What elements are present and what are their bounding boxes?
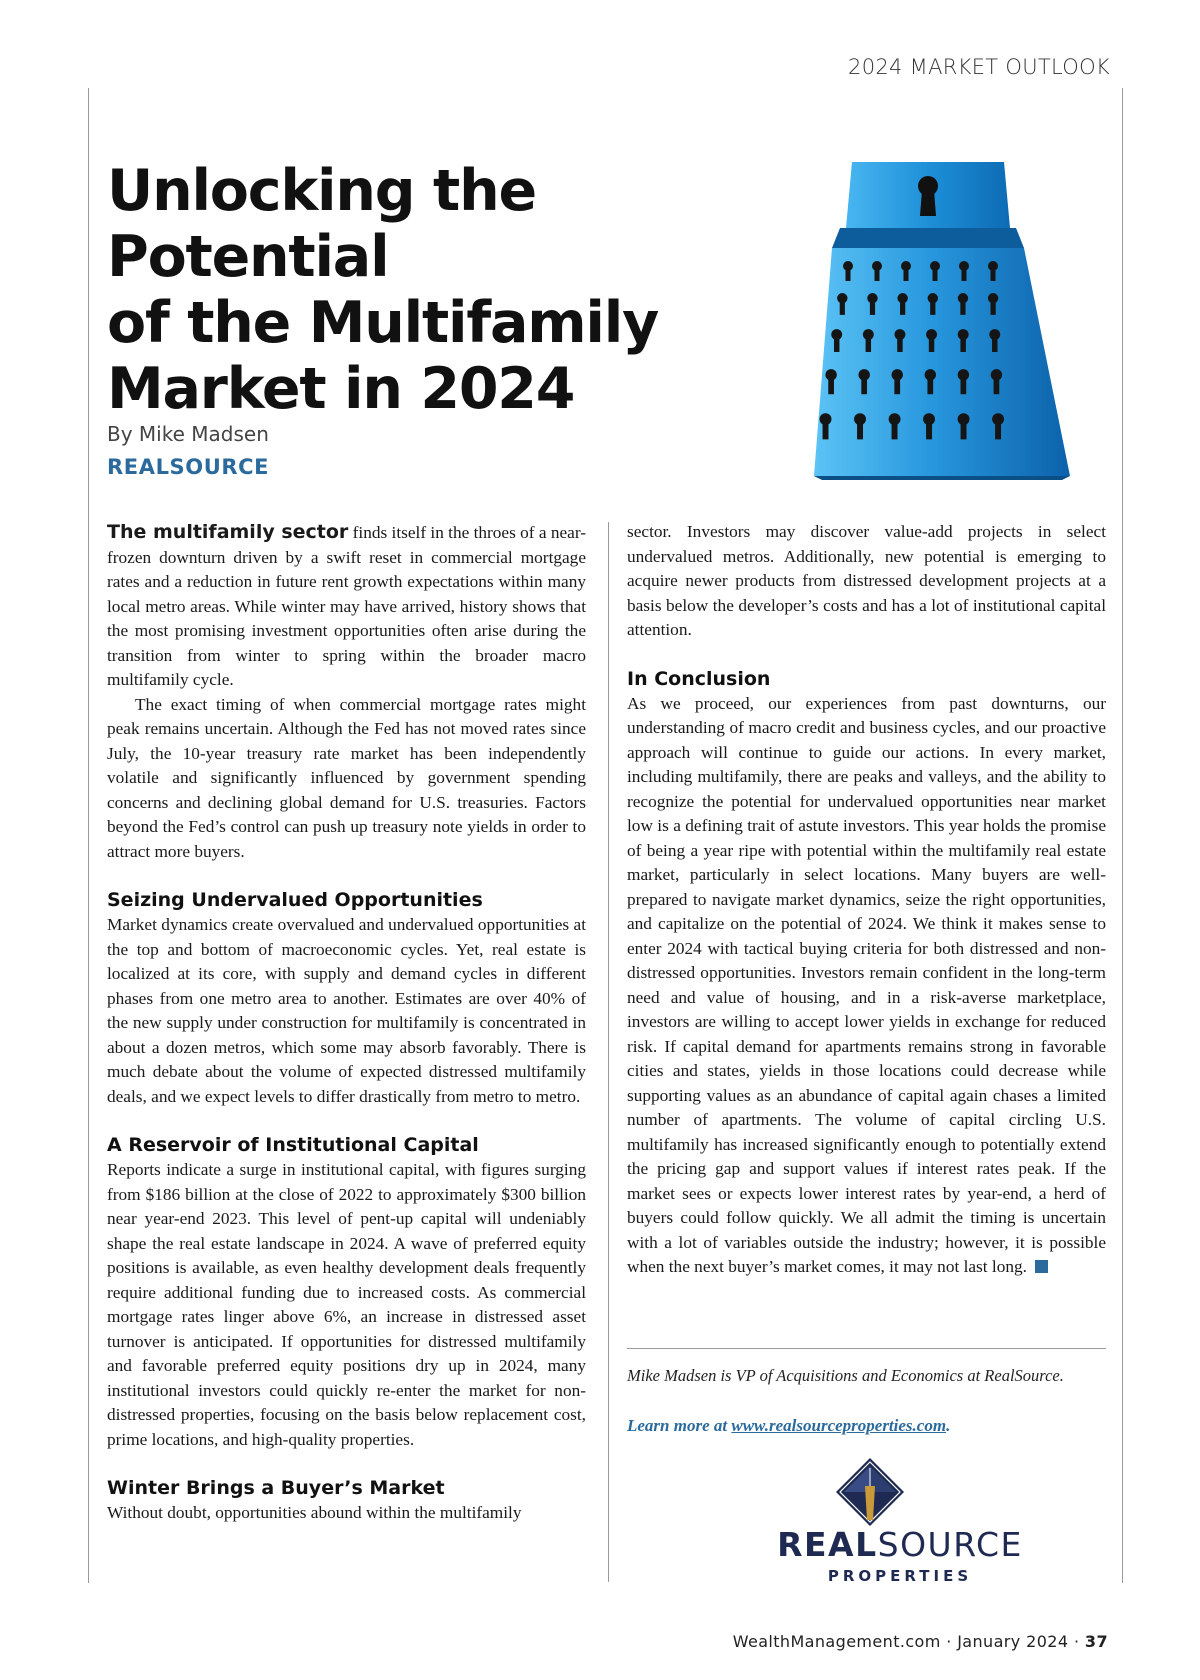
learn-more: [627, 1416, 950, 1436]
subhead-seizing: Seizing Undervalued Opportunities: [107, 889, 483, 911]
lead-in: The multifamily sector: [107, 521, 349, 543]
column-divider: [608, 522, 609, 1582]
website-link[interactable]: www.realsourceproperties.com: [731, 1416, 947, 1435]
logo-word-light: SOURCE: [877, 1525, 1023, 1564]
section-label: 2024 MARKET OUTLOOK: [848, 55, 1110, 79]
subhead-winter: Winter Brings a Buyer’s Market: [107, 1477, 445, 1499]
body-paragraph: Reports indicate a surge in institutional capital, with figures surging from $186 billion at the close of 2022 to approximately $300 billion near year-end 2023. This level of pent-up capital will undeniably shape the real estate landscape in 2024. A wave of preferred equity positions is available, as even healthy development deals frequently require additional funding due to increased costs. As commercial mortgage rates linger above 6%, an increase in distressed asset turnover is anticipated. If opportunities for distressed multifamily and favorable preferred equity positions dry up in 2024, many institutional investors could quickly re-enter the market for non-distressed properties, focusing on the basis below replacement cost, prime locations, and high-quality properties.: [107, 1160, 586, 1449]
keyhole-tower-illustration: [810, 158, 1080, 480]
author-bio: Mike Madsen is VP of Acquisitions and Economics at RealSource.: [627, 1366, 1064, 1385]
author-byline: By Mike Madsen: [107, 422, 269, 446]
article-title: [107, 158, 827, 422]
subhead-reservoir: A Reservoir of Institutional Capital: [107, 1134, 479, 1156]
learn-more-prefix: Learn more at: [627, 1416, 732, 1435]
footer-text: WealthManagement.com · January 2024 ·: [732, 1632, 1085, 1651]
left-margin-rule: [88, 88, 89, 1583]
conclusion-text: As we proceed, our experiences from past downturns, our understanding of macro credit and business cycles, and our proactive approach will continue to guide our actions. In every market, including multifamily, there are peaks and valleys, and the ability to recognize the potential for undervalued opportunities near market low is a defining trait of astute investors. This year holds the promise of being a year ripe with potential within the multifamily real estate market, particularly in select locations. Many buyers are well-prepared to navigate market dynamics, seize the right opportunities, and capitalize on the potential of 2024. We think it makes sense to enter 2024 with tactical buying criteria for both distressed and non-distressed opportunities. Investors remain confident in the long-term need and value of housing, and in a risk-averse marketplace, investors are willing to accept lower yields in exchange for reduced risk. If capital demand for apartments remains strong in favorable cities and states, yields in those locations could decrease while supporting values as an abundance of capital again chases a limited number of apartments. The volume of capital circling U.S. multifamily has increased significantly enough to potentially extend the pricing gap and support values if interest rates peak. If the market sees or expects lower interest rates by year-end, a herd of buyers could follow quickly. We all admit the timing is uncertain with a lot of variables outside the industry; however, it is possible when the next buyer’s market comes, it may not last long.: [627, 693, 1106, 1276]
title-line: Unlocking the Potential: [107, 158, 536, 290]
logo-wordmark: [700, 1525, 1100, 1564]
right-column: [627, 520, 1106, 1280]
body-paragraph: The exact timing of when commercial mortgage rates might peak remains uncertain. Although the Fed has not moved rates since July, the 10-year treasury rate market has been independently volatile and significantly influenced by government spending concerns and declining global demand for U.S. treasuries. Factors beyond the Fed’s control can push up treasury note yields in order to attract more buyers.: [107, 694, 586, 861]
intro-text: finds itself in the throes of a near-frozen downturn driven by a swift reset in commercial mortgage rates and a reduction in future rent growth expectations within many local metro areas. While winter may have arrived, history shows that the most promising investment opportunities often arise during the transition from winter to spring within the broader macro multifamily cycle.: [107, 523, 587, 689]
diamond-logo-icon: [834, 1456, 906, 1528]
subhead-conclusion: In Conclusion: [627, 667, 771, 690]
left-column: [107, 520, 586, 1526]
title-line: of the Multifamily: [107, 290, 659, 356]
author-organization: REALSOURCE: [107, 455, 270, 479]
bio-divider: [627, 1348, 1106, 1349]
page-footer: [733, 1632, 1108, 1651]
body-paragraph: Market dynamics create overvalued and undervalued opportunities at the top and bottom of macroeconomic cycles. Yet, real estate is localized at its core, with supply and demand cycles in different phases from one metro area to another. Estimates are over 40% of the new supply under construction for multifamily is concentrated in about a dozen metros, which some may absorb favorably. There is much debate about the volume of expected distressed multifamily deals, and we expect levels to differ drastically from metro to metro.: [107, 915, 586, 1106]
conclusion-paragraph: [627, 692, 1106, 1280]
page-number: 37: [1084, 1632, 1108, 1651]
intro-paragraph: [107, 520, 586, 693]
end-mark-icon: [1035, 1260, 1048, 1273]
logo-word-bold: REAL: [777, 1525, 878, 1564]
learn-more-suffix: .: [946, 1416, 951, 1435]
logo-subtitle: PROPERTIES: [827, 1567, 973, 1585]
title-line: Market in 2024: [107, 356, 575, 422]
right-margin-rule: [1122, 88, 1123, 1583]
body-paragraph: Without doubt, opportunities abound within the multifamily: [107, 1503, 522, 1522]
body-paragraph: sector. Investors may discover value-add projects in select undervalued metros. Additionally, new potential is emerging to acquire newer products from distressed development projects at a basis below the developer’s costs and has a lot of institutional capital attention.: [627, 522, 1106, 639]
